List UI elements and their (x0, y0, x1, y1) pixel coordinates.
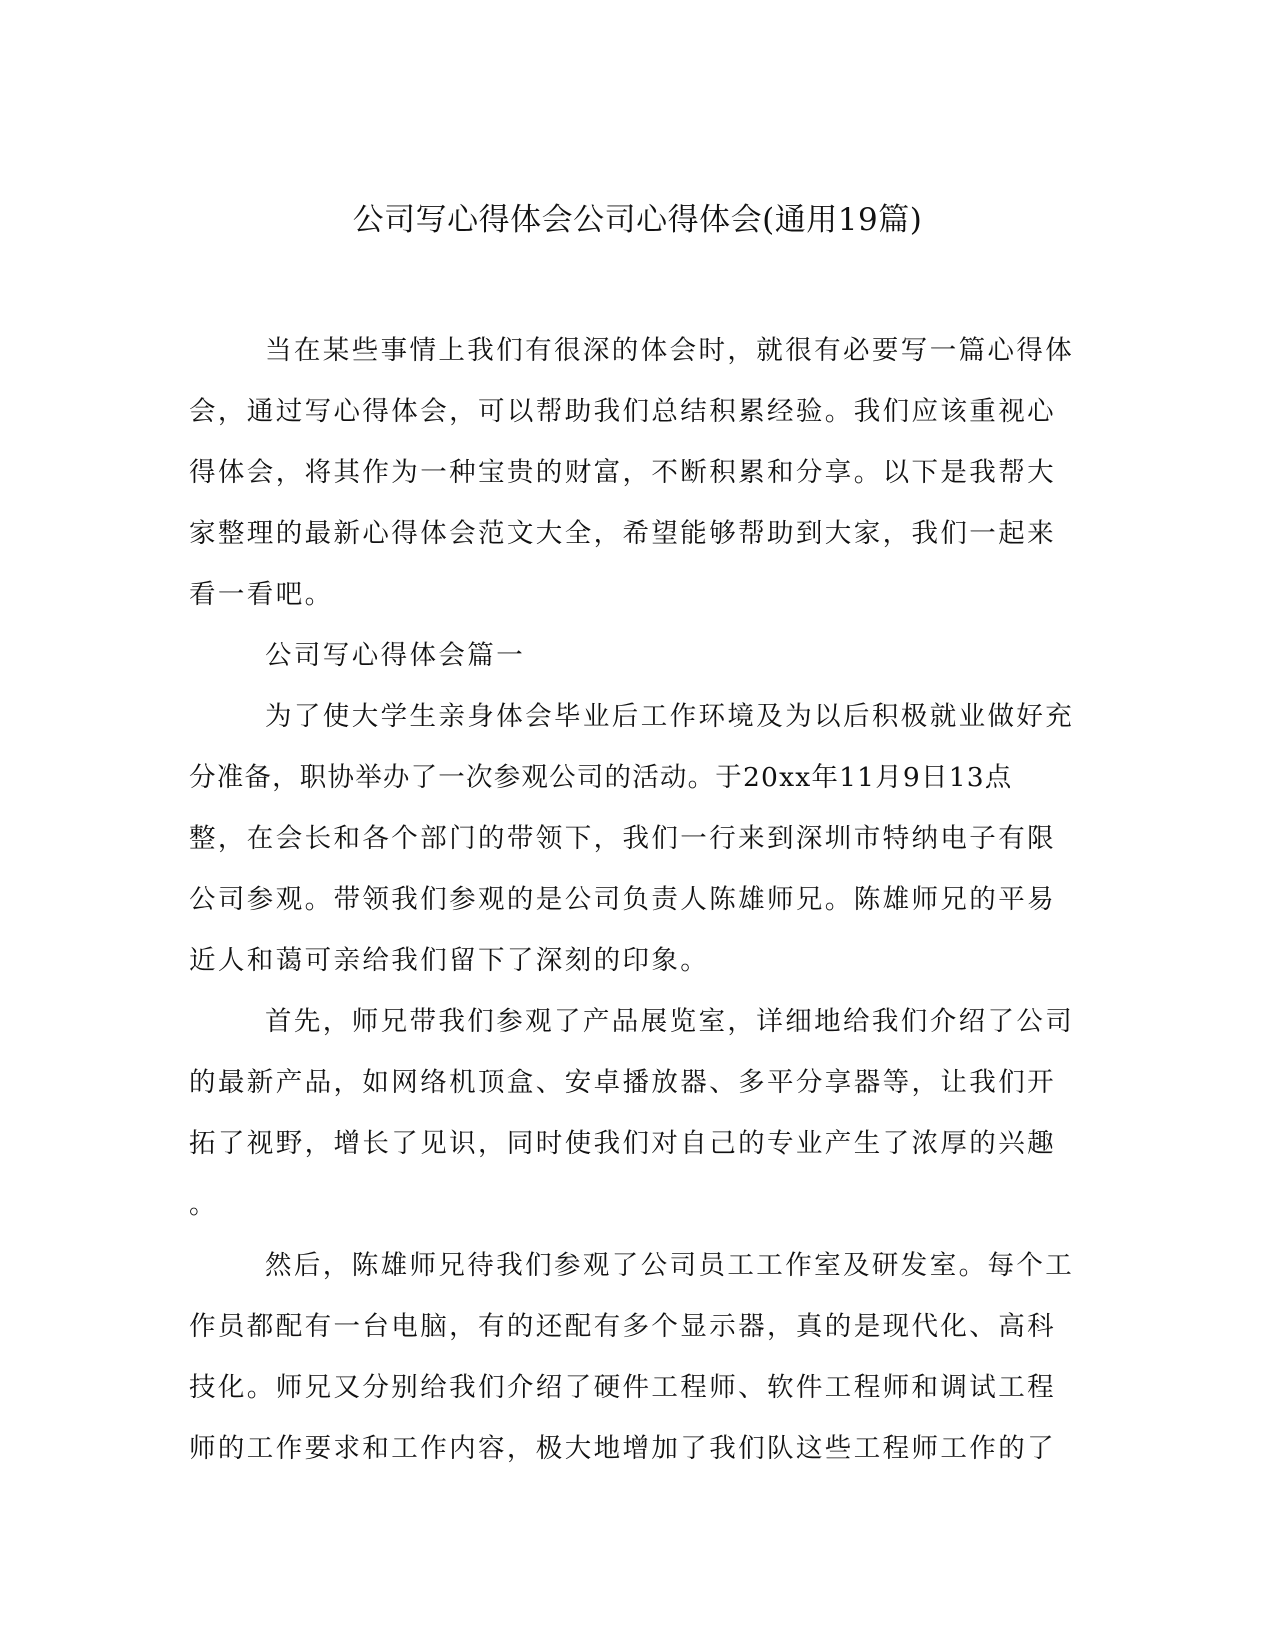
text-line: 的最新产品，如网络机顶盒、安卓播放器、多平分享器等，让我们开 (189, 1067, 1056, 1098)
text-line: 然后，陈雄师兄待我们参观了公司员工工作室及研发室。每个工 (265, 1250, 1075, 1281)
document-title: 公司写心得体会公司心得体会(通用19篇) (352, 202, 923, 238)
text-line: 拓了视野，增长了见识，同时使我们对自己的专业产生了浓厚的兴趣 (189, 1128, 1056, 1159)
text-line: 近人和蔼可亲给我们留下了深刻的印象。 (189, 945, 710, 976)
text-line: 整，在会长和各个部门的带领下，我们一行来到深圳市特纳电子有限 (189, 823, 1056, 854)
section-heading: 公司写心得体会篇一 (265, 640, 526, 671)
text-line: 。 (189, 1189, 218, 1220)
text-line: 技化。师兄又分别给我们介绍了硬件工程师、软件工程师和调试工程 (189, 1372, 1056, 1403)
text-line: 师的工作要求和工作内容，极大地增加了我们队这些工程师工作的了 (189, 1433, 1056, 1464)
text-line: 家整理的最新心得体会范文大全，希望能够帮助到大家，我们一起来 (189, 518, 1056, 549)
text-line: 首先，师兄带我们参观了产品展览室，详细地给我们介绍了公司 (265, 1006, 1075, 1037)
text-line: 分准备，职协举办了一次参观公司的活动。于20xx年11月9日13点 (189, 762, 1013, 793)
text-line: 当在某些事情上我们有很深的体会时，就很有必要写一篇心得体 (265, 335, 1075, 366)
text-line: 会，通过写心得体会，可以帮助我们总结积累经验。我们应该重视心 (189, 396, 1056, 427)
text-line: 看一看吧。 (189, 579, 334, 610)
text-line: 得体会，将其作为一种宝贵的财富，不断积累和分享。以下是我帮大 (189, 457, 1056, 488)
text-line: 作员都配有一台电脑，有的还配有多个显示器，真的是现代化、高科 (189, 1311, 1056, 1342)
text-line: 公司参观。带领我们参观的是公司负责人陈雄师兄。陈雄师兄的平易 (189, 884, 1056, 915)
document-body (189, 327, 1079, 1486)
text-line: 为了使大学生亲身体会毕业后工作环境及为以后积极就业做好充 (265, 701, 1075, 732)
